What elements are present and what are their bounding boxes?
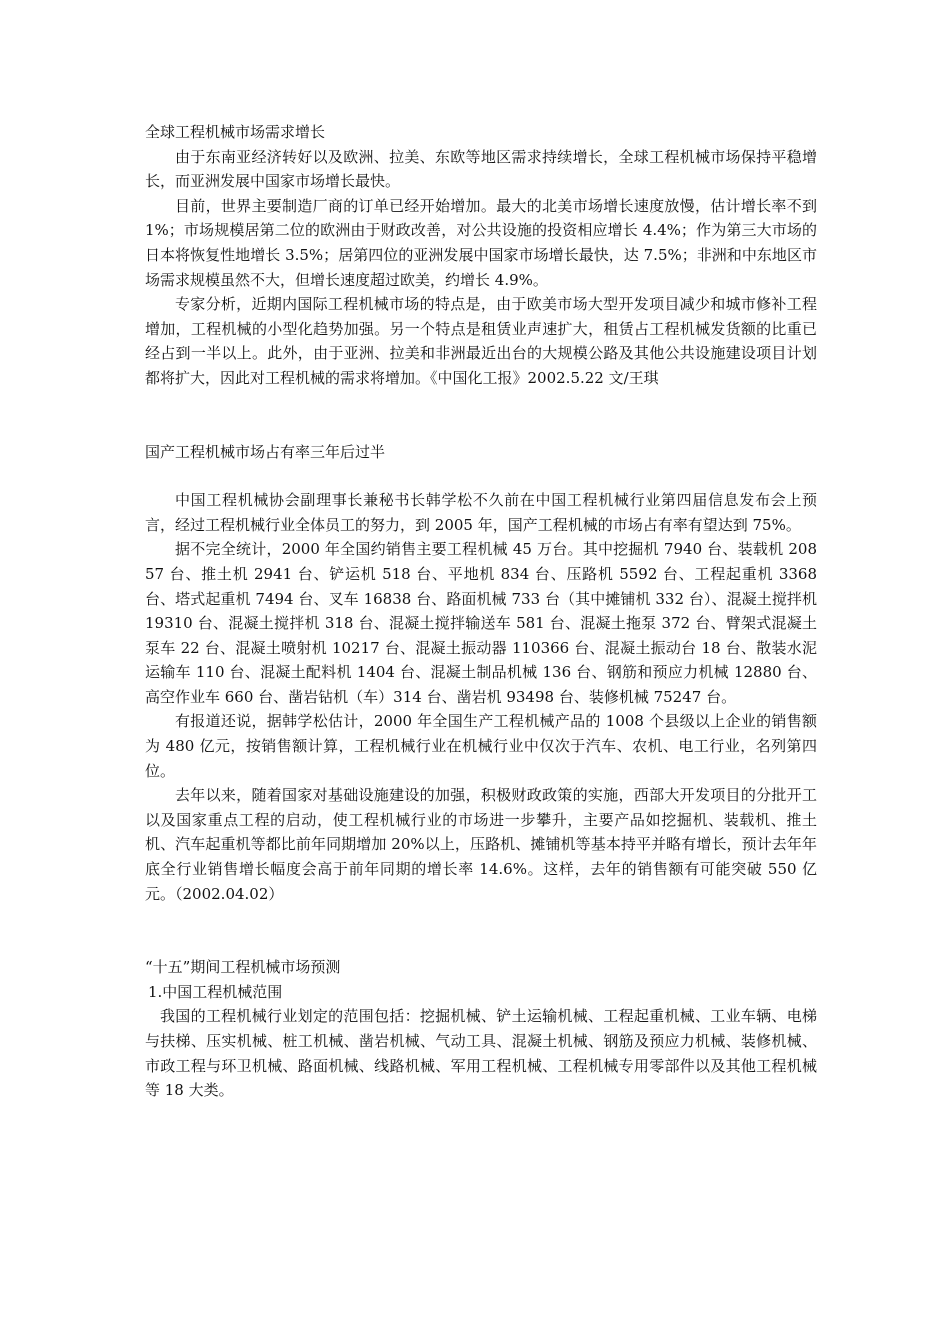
document-page [145, 120, 817, 1103]
paragraph: 由于东南亚经济转好以及欧洲、拉美、东欧等地区需求持续增长，全球工程机械市场保持平稳增长，而亚洲发展中国家市场增长最快。 [145, 147, 817, 191]
subsection-title: 1.中国工程机械范围 [148, 982, 283, 1001]
paragraph: 据不完全统计，2000 年全国约销售主要工程机械 45 万台。其中挖掘机 7940 台、装载机 20857 台、推土机 2941 台、铲运机 518 台、平地机 834 台、压路机 5592 台、工程起重机 3368 台、塔式起重机 7494 台、叉车 16838 台、路面机械 733 台（其中摊铺机 332 台）、混凝土搅拌机 19310 台、混凝土搅拌机 318 台、混凝土搅拌输送车 581 台、混凝土拖泵 372 台、臂架式混凝土泵车 22 台、混凝土喷射机 10217 台、混凝土振动器 110366 台、混凝土振动台 18 台、散装水泥运输车 110 台、混凝土配料机 1404 台、混凝土制品机械 136 台、钢筋和预应力机械 12880 台、高空作业车 660 台、凿岩钻机（车）314 台、凿岩机 93498 台、装修机械 75247 台。 [145, 540, 817, 706]
paragraph: 中国工程机械协会副理事长兼秘书长韩学松不久前在中国工程机械行业第四届信息发布会上预言，经过工程机械行业全体员工的努力，到 2005 年，国产工程机械的市场占有率有望达到 75%。 [145, 491, 817, 534]
section-gap [145, 391, 817, 440]
paragraph: 目前，世界主要制造厂商的订单已经开始增加。最大的北美市场增长速度放慢，估计增长率不到 1%；市场规模居第二位的欧洲由于财政改善，对公共设施的投资相应增长 4.4%；作为第三大市场的日本将恢复性地增长 3.5%；居第四位的亚洲发展中国家市场增长最快，达 7.5%；非洲和中东地区市场需求规模虽然不大，但增长速度超过欧美，约增长 4.9%。 [145, 196, 817, 289]
paragraph: 去年以来，随着国家对基础设施建设的加强，积极财政政策的实施，西部大开发项目的分批开工以及国家重点工程的启动，使工程机械行业的市场进一步攀升，主要产品如挖掘机、装载机、推土机、汽车起重机等都比前年同期增加 20%以上，压路机、摊铺机等基本持平并略有增长，预计去年年底全行业销售增长幅度会高于前年同期的增长率 14.6%。这样，去年的销售额有可能突破 550 亿元。（2002.04.02） [145, 786, 817, 903]
section-gap [145, 906, 817, 955]
paragraph: 有报道还说，据韩学松估计，2000 年全国生产工程机械产品的 1008 个县级以上企业的销售额为 480 亿元，按销售额计算，工程机械行业在机械行业中仅次于汽车、农机、电工行业，名列第四位。 [145, 712, 817, 780]
section-title-global-market: 全球工程机械市场需求增长 [145, 123, 326, 141]
paragraph: 我国的工程机械行业划定的范围包括：挖掘机械、铲土运输机械、工程起重机械、工业车辆、电梯与扶梯、压实机械、桩工机械、凿岩机械、气动工具、混凝土机械、钢筋及预应力机械、装修机械、市政工程与环卫机械、路面机械、线路机械、军用工程机械、工程机械专用零部件以及其他工程机械等 18 大类。 [145, 1007, 817, 1100]
section-gap [145, 464, 817, 488]
paragraph: 专家分析，近期内国际工程机械市场的特点是，由于欧美市场大型开发项目减少和城市修补工程增加，工程机械的小型化趋势加强。另一个特点是租赁业声速扩大，租赁占工程机械发货额的比重已经占到一半以上。此外，由于亚洲、拉美和非洲最近出台的大规模公路及其他公共设施建设项目计划都将扩大，因此对工程机械的需求将增加。《中国化工报》2002.5.22 文/王琪 [145, 295, 817, 387]
section-title-domestic-share: 国产工程机械市场占有率三年后过半 [145, 442, 386, 461]
section-title-forecast: “十五”期间工程机械市场预测 [145, 958, 341, 977]
